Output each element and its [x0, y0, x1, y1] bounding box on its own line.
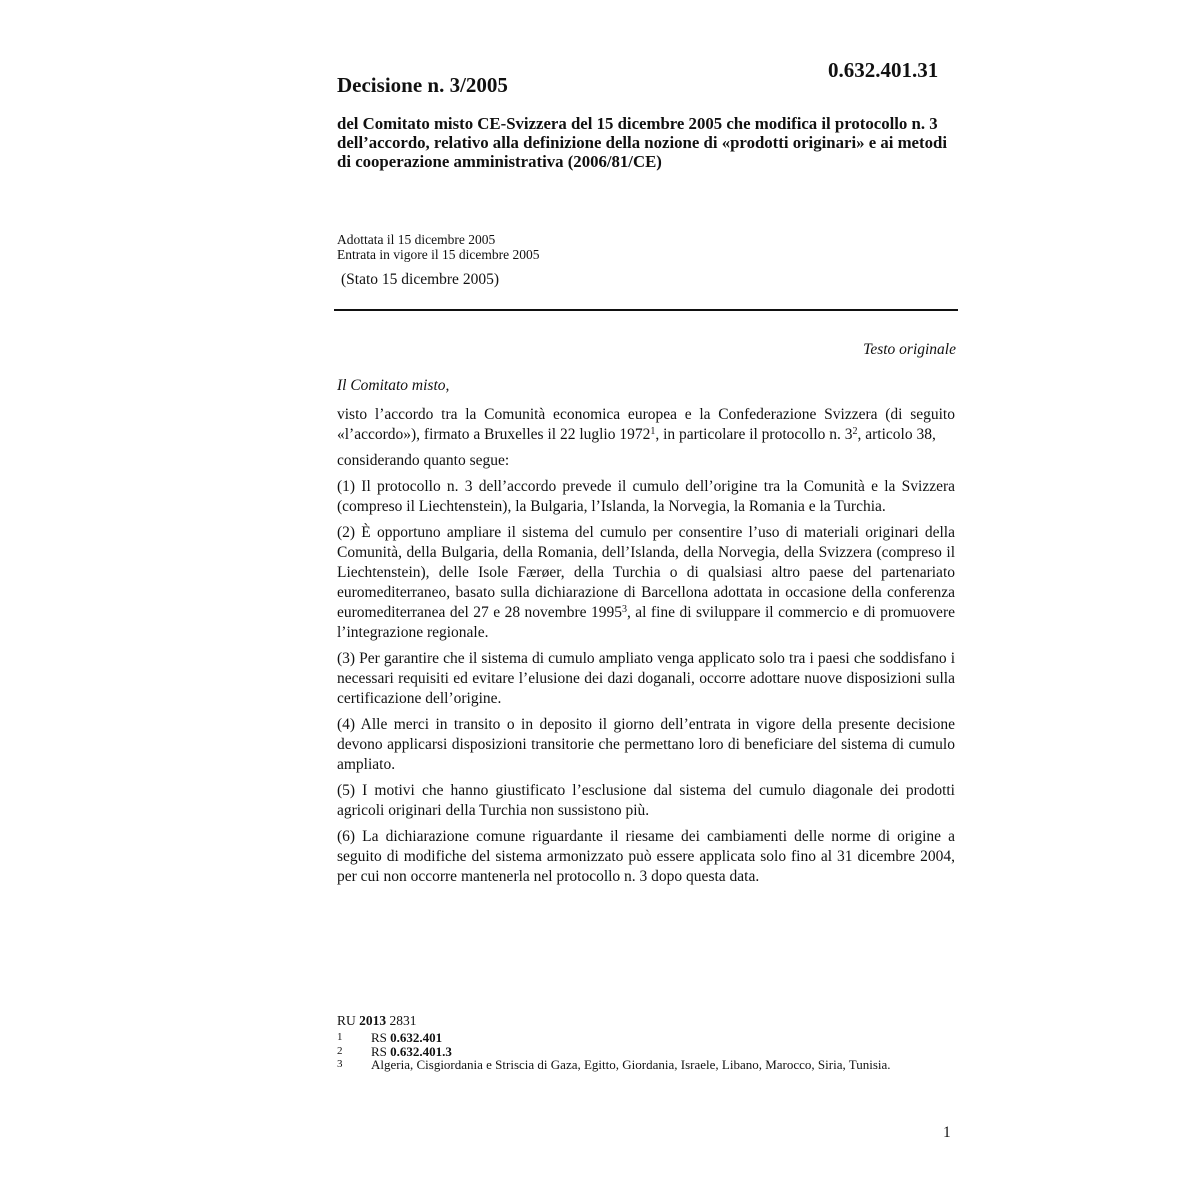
footnote-number: 1 — [337, 1031, 343, 1043]
footnote-2 — [337, 1045, 937, 1059]
original-text-label: Testo originale — [863, 341, 956, 358]
entry-into-force-date: Entrata in vigore il 15 dicembre 2005 — [337, 247, 540, 262]
body-text — [337, 405, 955, 893]
visto-text-3: , articolo 38, — [857, 426, 936, 443]
footnote-1 — [337, 1031, 937, 1045]
recital-5: (5) I motivi che hanno giustificato l’esclusione dal sistema del cumulo diagonale dei prodotti agricoli originari della Turchia non sussistono più. — [337, 782, 955, 819]
footnote-ref-3[interactable]: 3 — [621, 604, 627, 615]
footnote-text: Algeria, Cisgiordania e Striscia di Gaza, Egitto, Giordania, Israele, Libano, Marocco, Siria, Tunisia. — [371, 1057, 891, 1072]
footnote-prefix: RS — [371, 1030, 391, 1045]
footnote-ref-2[interactable]: 2 — [852, 426, 858, 437]
footnote-3 — [337, 1058, 937, 1072]
document-subtitle: del Comitato misto CE-Svizzera del 15 dicembre 2005 che modifica il protocollo n. 3 dell’accordo, relativo alla definizione della nozione di «prodotti originari» e ai metodi di cooperazione amministrativa (2006/81/CE) — [337, 114, 947, 171]
footnotes — [337, 1031, 937, 1072]
footnote-link[interactable]: 0.632.401 — [390, 1030, 443, 1045]
recital-2 — [337, 523, 955, 643]
page-number: 1 — [943, 1124, 951, 1141]
ru-page: 2831 — [386, 1013, 417, 1028]
adoption-date: Adottata il 15 dicembre 2005 — [337, 232, 496, 247]
ru-reference — [337, 1013, 417, 1029]
footnote-text — [371, 1045, 937, 1059]
visto-text-2: , in particolare il protocollo n. 3 — [655, 426, 853, 443]
footnote-link[interactable]: 0.632.401.3 — [390, 1043, 452, 1059]
footnote-text — [371, 1031, 937, 1045]
recital-1: (1) Il protocollo n. 3 dell’accordo prevede il cumulo dell’origine tra la Comunità e la Svizzera (compreso il Liechtenstein), la Bulgaria, l’Islanda, la Norvegia, la Romania e la Turchia. — [337, 478, 955, 515]
recital-3: (3) Per garantire che il sistema di cumulo ampliato venga applicato solo tra i paesi che soddisfano i necessari requisiti ed evitare l’elusione dei dazi doganali, occorre adottare nuove disposizioni sulla certificazione dell’origine. — [337, 650, 955, 707]
document-title: Decisione n. 3/2005 — [337, 73, 508, 97]
header-divider — [334, 309, 958, 311]
recital-2-text-a: (2) È opportuno ampliare il sistema del cumulo per consentire l’uso di materiali originari della Comunità, della Bulgaria, della Romania, dell’Islanda, della Norvegia, della Svizzera (compreso il Liechtenstein), delle Isole Færøer, della Turchia o di qualsiasi altro paese del partenariato euromediterraneo, basato sulla dichiarazione di Barcellona adottata in occasione della conferenza euromediterranea del 27 e 28 novembre 1995 — [337, 524, 955, 621]
intro-line: Il Comitato misto, — [337, 377, 450, 394]
visto-paragraph — [337, 405, 955, 445]
considerando-paragraph: considerando quanto segue: — [337, 452, 510, 469]
footnote-ref-1[interactable]: 1 — [650, 426, 656, 437]
visto-text-1: visto l’accordo tra la Comunità economica europea e la Confederazione Svizzera (di seguito «l’accordo»), firmato a Bruxelles il 22 luglio 1972 — [337, 406, 955, 443]
recital-4: (4) Alle merci in transito o in deposito il giorno dell’entrata in vigore della presente decisione devono applicarsi disposizioni transitorie che permettano loro di beneficiare del sistema di cumulo ampliato. — [337, 716, 955, 773]
status-date: (Stato 15 dicembre 2005) — [341, 271, 499, 288]
recital-6: (6) La dichiarazione comune riguardante il riesame dei cambiamenti delle norme di origine a seguito di modifiche del sistema armonizzato può essere applicata solo fino al 31 dicembre 2004, per cui non occorre mantenerla nel protocollo n. 3 dopo questa data. — [337, 828, 955, 885]
footnote-number: 2 — [337, 1044, 343, 1057]
dates-block — [337, 232, 539, 262]
ru-year: 2013 — [359, 1013, 387, 1028]
recital-2-text-b: , al fine di sviluppare il commercio e di promuovere l’integrazione regionale. — [337, 604, 955, 641]
footnote-prefix: RS — [371, 1043, 391, 1059]
footnote-number: 3 — [337, 1058, 343, 1070]
ru-prefix: RU — [337, 1013, 360, 1028]
document-number: 0.632.401.31 — [828, 58, 939, 82]
